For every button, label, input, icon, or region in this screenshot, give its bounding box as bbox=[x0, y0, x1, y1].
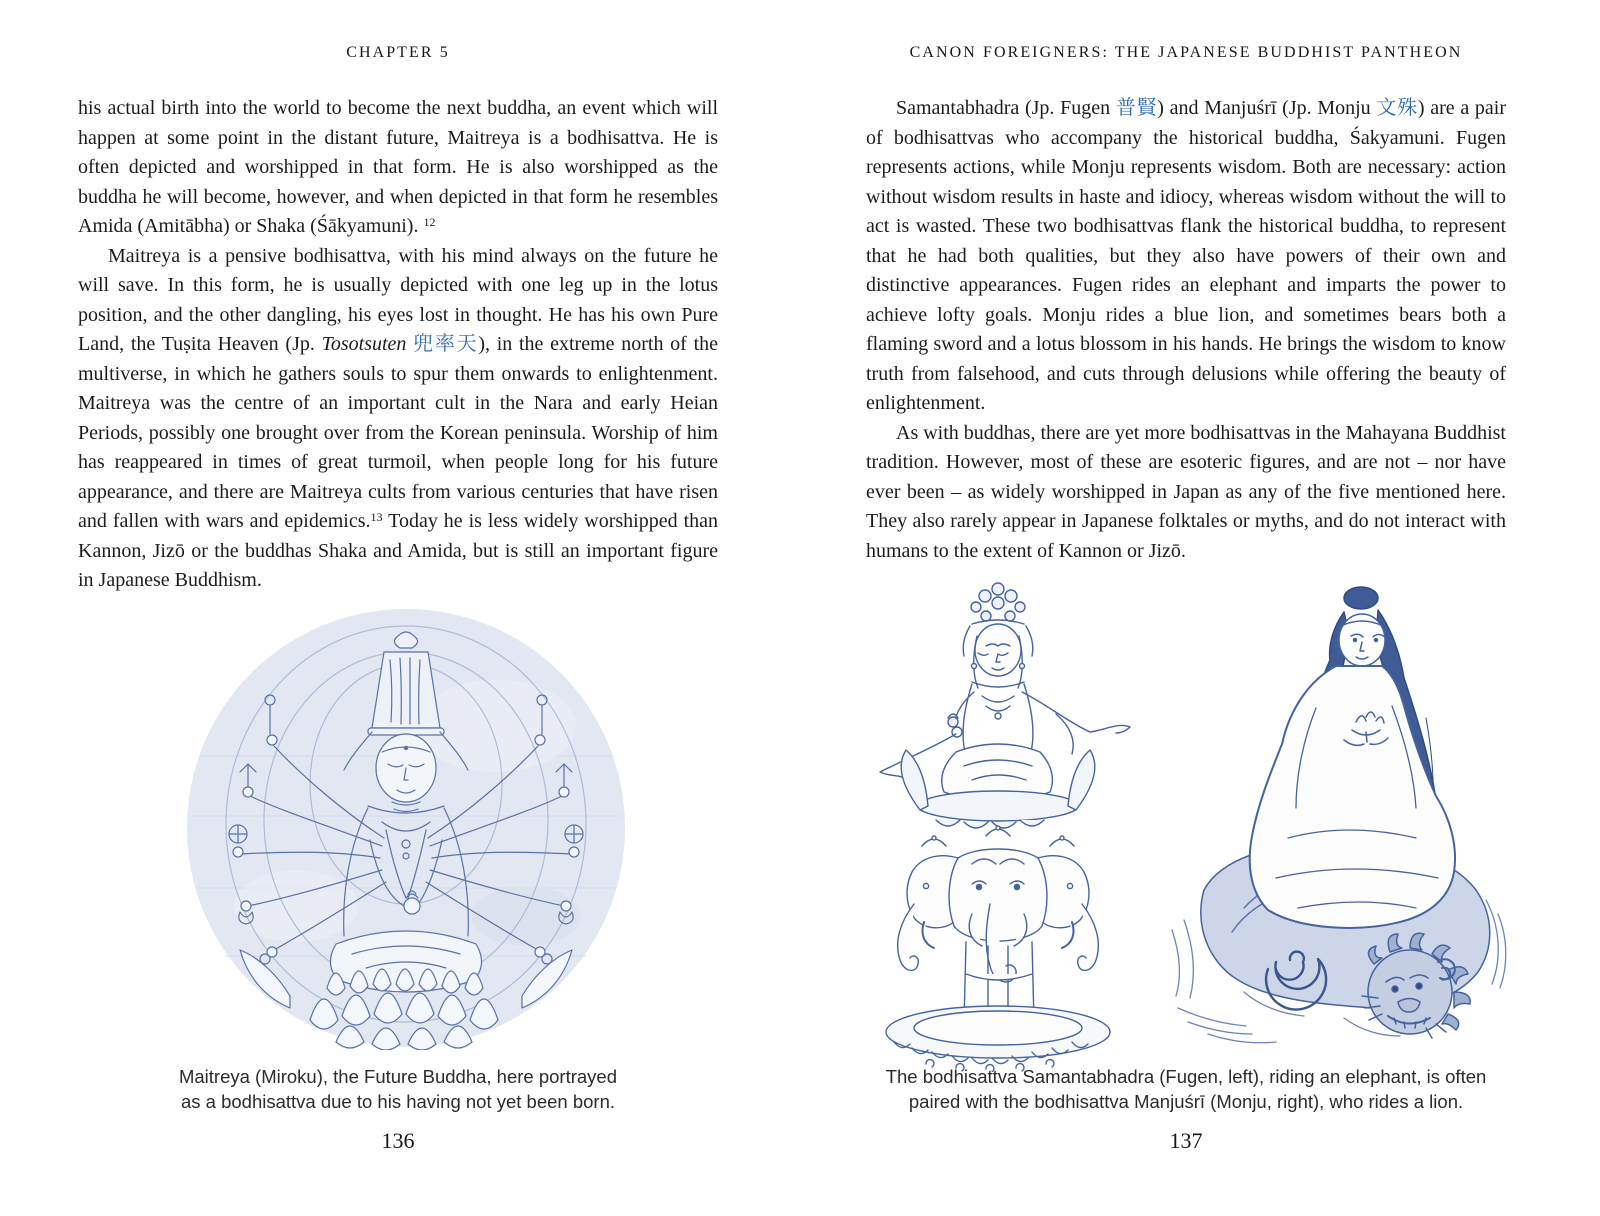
caption-line: The bodhisattva Samantabhadra (Fugen, left), riding an elephant, is often bbox=[885, 1066, 1487, 1087]
kanji-term: 普賢 bbox=[1115, 97, 1158, 119]
paragraph-text: Today he is less widely worshipped than Kannon, Jizō or the buddhas Shaka and Amida, but is still an important figure in Japanese Buddhism. bbox=[78, 510, 719, 591]
fugen-face bbox=[972, 624, 1025, 688]
page-number-right: 137 bbox=[1169, 1128, 1203, 1153]
paragraph bbox=[78, 242, 718, 596]
paragraph-text: his actual birth into the world to become the next buddha, an event which will happen at some point in the distant future, Maitreya is a bodhisattva. He is often depicted and worshipped in that form. He is also worshipped as the buddha he will become, however, and when depicted in that form he resembles Amida (Amitābha) or Shaka (Śākyamuni). bbox=[78, 97, 718, 237]
kanji-term: 文殊 bbox=[1376, 97, 1418, 119]
monju-illustration bbox=[1148, 578, 1528, 1070]
right-figure-caption bbox=[856, 1064, 1516, 1114]
running-head-title: CANON FOREIGNERS: THE JAPANESE BUDDHIST PANTHEON bbox=[909, 44, 1463, 61]
elephant bbox=[898, 826, 1099, 1026]
paragraph bbox=[866, 94, 1506, 419]
maitreya-illustration bbox=[186, 606, 626, 1050]
page-right bbox=[866, 0, 1506, 1216]
kanji-term: 兜率天 bbox=[406, 333, 479, 355]
monju-robe bbox=[1250, 666, 1455, 928]
page-number-left: 136 bbox=[381, 1128, 415, 1153]
running-head-chapter: CHAPTER 5 bbox=[346, 44, 450, 61]
paragraph bbox=[78, 94, 718, 242]
paragraph-text: Maitreya is a pensive bodhisattva, with his mind always on the future he will save. In this form, he is usually depicted with one leg up in the lotus position, and the other dangling, his eyes lost in thought. He has his own Pure Land, the Tuṣita Heaven (Jp. bbox=[78, 244, 718, 355]
footnote-ref-12: 12 bbox=[423, 215, 436, 229]
paragraph-text: ) and Manjuśrī (Jp. Monju bbox=[1157, 97, 1377, 119]
lotus-pedestal bbox=[886, 1006, 1110, 1072]
paragraph-text: ) are a pair of bodhisattvas who accompany the historical buddha, Śakyamuni. Fugen represents actions, while Monju represents wisdom. Both are necessary: action without wisdom results in haste and idiocy, whereas wisdom without the will to act is wasted. These two bodhisattvas flank the historical buddha, to represent that he had both qualities, but they also have powers of their own and distinctive appearances. Fugen rides an elephant and imparts the power to achieve lofty goals. Monju rides a blue lion, and sometimes bears both a flaming sword and a lotus blossom in his hands. He brings the wisdom to know truth from falsehood, and cuts through delusions while offering the beauty of enlightenment. bbox=[866, 97, 1507, 414]
monju-face bbox=[1339, 614, 1385, 666]
paragraph-text: Samantabhadra (Jp. Fugen bbox=[896, 97, 1116, 119]
paragraph: As with buddhas, there are yet more bodhisattvas in the Mahayana Buddhist tradition. However, most of these are esoteric figures, and are not – nor have ever been – as widely worshipped in Japan as any of the five mentioned here. They also rarely appear in Japanese folktales or myths, and do not interact with humans to the extent of Kannon or Jizō. bbox=[866, 421, 1506, 562]
caption-line: as a bodhisattva due to his having not yet been born. bbox=[180, 1091, 616, 1112]
fugen-figure-svg bbox=[860, 574, 1140, 1072]
fugen-illustration bbox=[860, 574, 1140, 1072]
right-body-text bbox=[866, 94, 1506, 566]
maitreya-figure-svg bbox=[186, 606, 626, 1050]
caption-line: Maitreya (Miroku), the Future Buddha, here portrayed bbox=[178, 1066, 618, 1087]
page-left bbox=[78, 0, 718, 1216]
monju-figure bbox=[1250, 587, 1455, 928]
caption-line: paired with the bodhisattva Manjuśrī (Monju, right), who rides a lion. bbox=[908, 1091, 1464, 1112]
footnote-ref-13: 13 bbox=[370, 510, 383, 524]
italic-term: Tosotsuten bbox=[321, 333, 407, 355]
paragraph-text: ), in the extreme north of the multiverse, in which he gathers souls to spur them onwards to enlightenment. Maitreya was the centre of an important cult in the Nara and early Heian Periods, possibly one brought over from the Korean peninsula. Worship of him has reappeared in times of great turmoil, when people long for his future appearance, and there are Maitreya cults from various centuries that have risen and fallen with wars and epidemics. bbox=[78, 333, 718, 532]
left-figure-caption bbox=[68, 1064, 728, 1114]
left-body-text bbox=[78, 94, 718, 596]
monju-figure-svg bbox=[1148, 578, 1528, 1070]
